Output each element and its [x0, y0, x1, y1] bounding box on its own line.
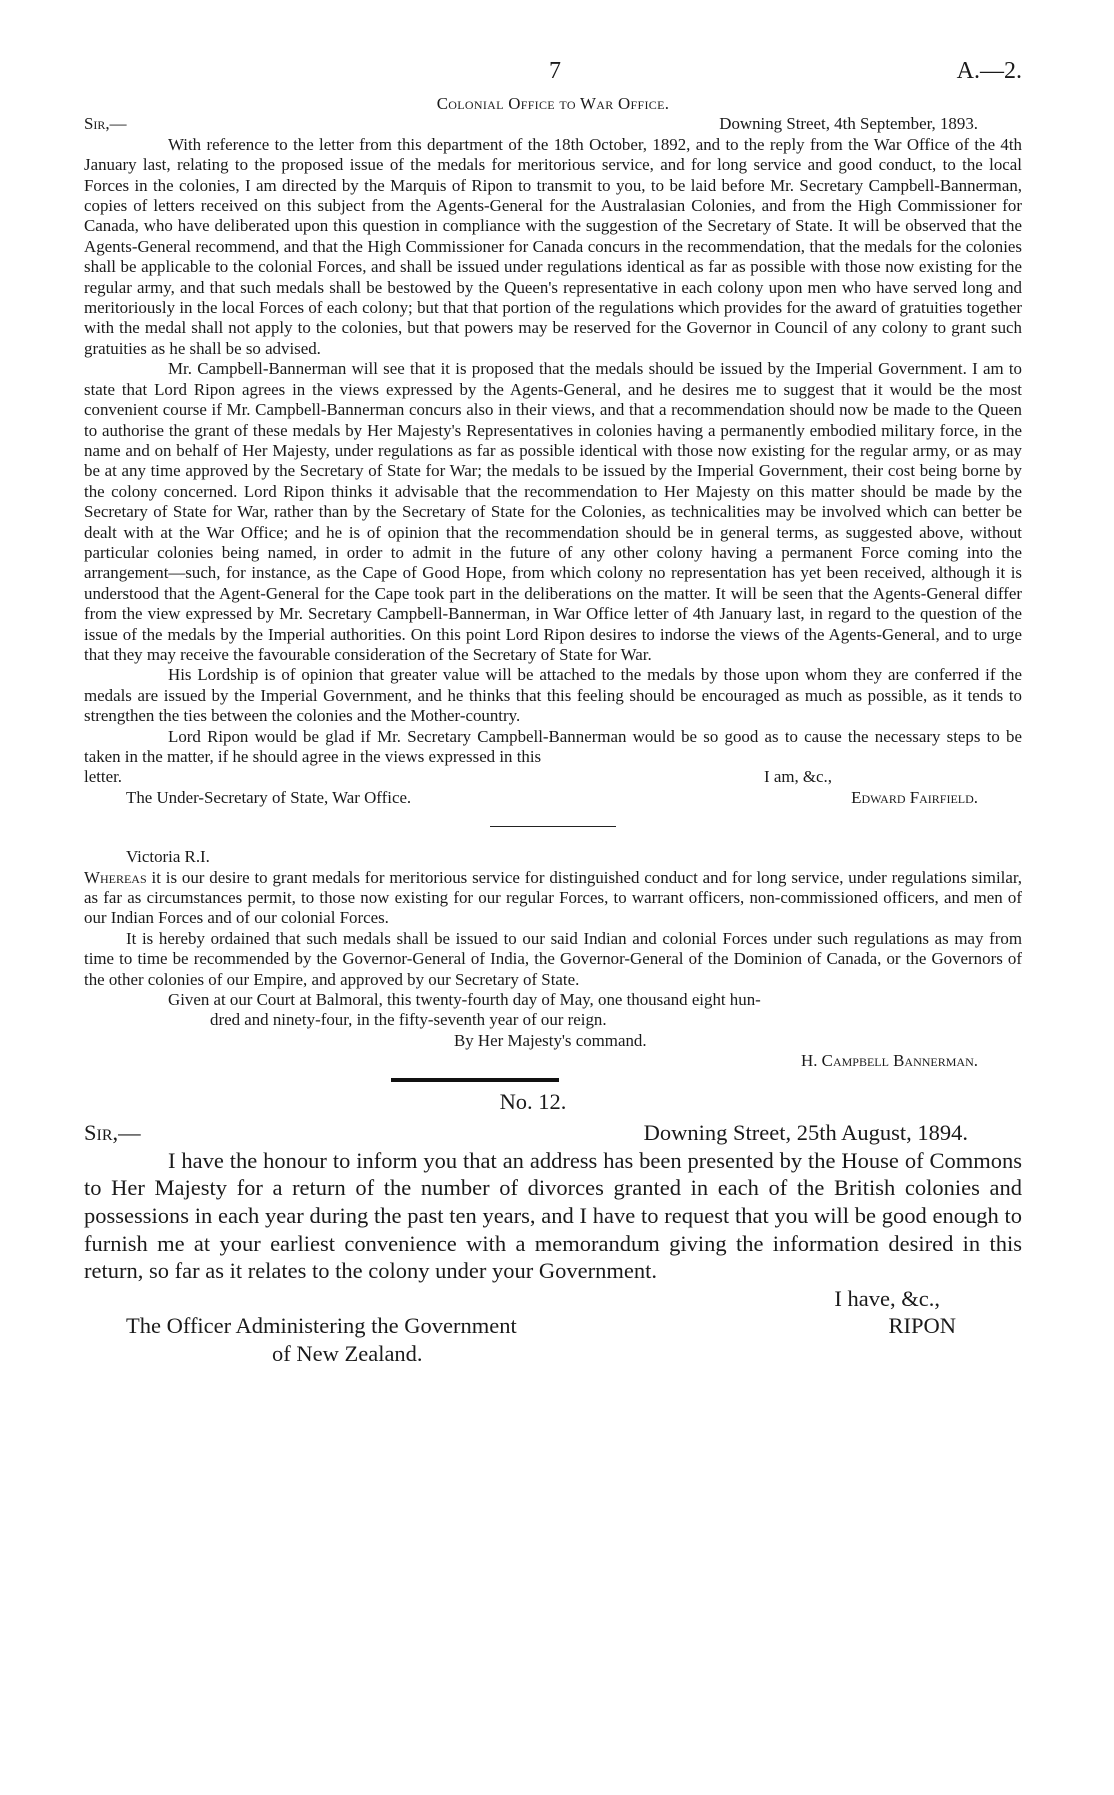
- paragraph: With reference to the letter from this department of the 18th October, 1892, and to the reply from the War Office of the 4th January last, relating to the proposed issue of the medals for meritorious service, and for long service and good conduct, to the local Forces in the colonies, I am directed by the Marquis of Ripon to transmit to you, to be laid before Mr. Secretary Campbell-Bannerman, copies of letters received on this subject from the Agents-General for the Australasian Colonies, and from the High Commissioner for Canada, who have deliberated upon this question in compliance with the suggestion of the Secretary of State. It will be observed that the Agents-General recommend, and that the High Commissioner for Canada concurs in the recommendation, that the medals for the colonies shall be applicable to the colonial Forces, and shall be issued under regulations identical as far as possible with those now existing for the regular army, and that such medals shall be bestowed by the Queen's representative in each colony upon men who have served long and meritoriously in the local Forces of each colony; but that that portion of the regulations which provides for the award of gratuities together with the medal shall not apply to the colonies, but that powers may be reserved for the Governor in Council of any colony to grant such gratuities as he shall be so advised.: [84, 134, 1022, 358]
- signature: H. Campbell Bannerman.: [801, 1051, 978, 1071]
- paragraph: I have the honour to inform you that an address has been presented by the House of Commons to Her Majesty for a return of the number of divorces granted in each of the British colonies and possessions in each year during the past ten years, and I have to request that you will be good enough to furnish me at your earliest convenience with a memorandum giving the information desired in this return, so far as it relates to the colony under your Government.: [84, 1147, 1022, 1284]
- letter-colonial-office-to-war-office: [84, 94, 1022, 808]
- signature: RIPON: [888, 1313, 956, 1339]
- salutation: Sir,—: [84, 1120, 141, 1146]
- warrant-heading: Victoria R.I.: [126, 847, 210, 867]
- divider: [490, 826, 616, 827]
- page-header: [84, 48, 1022, 94]
- closing: I have, &c.,: [834, 1285, 940, 1311]
- closing: I am, &c.,: [763, 767, 832, 787]
- addressee: The Officer Administering the Government: [126, 1313, 517, 1339]
- given-line: dred and ninety-four, in the fifty-seventh year of our reign.: [210, 1010, 607, 1030]
- letter-no-12: [84, 1088, 1022, 1368]
- document-page: [84, 48, 1022, 1368]
- salutation: Sir,—: [84, 114, 127, 134]
- command-line: By Her Majesty's command.: [454, 1030, 647, 1050]
- addressee: The Under-Secretary of State, War Office.: [126, 787, 412, 807]
- paragraph: It is hereby ordained that such medals shall be issued to our said Indian and colonial Forces under such regulations as may from time to time be recommended by the Governor-General of India, the Governor-General of the Dominion of Canada, or the Governors of the other colonies of our Empire, and approved by our Secretary of State.: [84, 928, 1022, 989]
- document-reference: A.—2.: [956, 58, 1022, 84]
- place-date: Downing Street, 25th August, 1894.: [643, 1120, 968, 1146]
- letter-number: No. 12.: [499, 1088, 567, 1114]
- last-word: letter.: [84, 767, 122, 787]
- paragraph: Mr. Campbell-Bannerman will see that it is proposed that the medals should be issued by the Imperial Government. I am to state that Lord Ripon agrees in the views expressed by the Agents-General, and he desires me to suggest that it would be the most convenient course if Mr. Campbell-Bannerman concurs also in their views, and that a recommendation should now be made to the Queen to authorise the grant of these medals by Her Majesty's Representatives in colonies having a permanently embodied military force, in the name and on behalf of Her Majesty, under regulations as far as possible identical with those now existing for the regular army, or as may be at any time approved by the Secretary of State for War; the medals to be issued by the Imperial Government, their cost being borne by the colony concerned. Lord Ripon thinks it advisable that the recommendation to Her Majesty on this matter should be made by the Secretary of State for War, rather than by the Secretary of State for the Colonies, as technicalities may be involved which can better be dealt with at the War Office; and he is of opinion that the recommendation should be in general terms, as suggested above, without particular colonies being named, in order to admit in the future of any other colony having a permanent Force coming into the arrangement—such, for instance, as the Cape of Good Hope, from which colony no representation has yet been received, although it is understood that the Agent-General for the Cape took part in the deliberations on the matter. It will be seen that the Agents-General differ from the view expressed by Mr. Secretary Campbell-Bannerman, in War Office letter of 4th January last, in regard to the question of the issue of the medals by the Imperial authorities. On this point Lord Ripon desires to indorse the views of the Agents-General, and to urge that they may receive the favourable consideration of the Secretary of State for War.: [84, 359, 1022, 664]
- place-date: Downing Street, 4th September, 1893.: [719, 114, 978, 134]
- page-number: 7: [549, 58, 561, 84]
- paragraph: Whereas it is our desire to grant medals for meritorious service for distinguished conduct and for long service, under regulations similar, as far as circumstances permit, to those now existing for our regular Forces, to warrant officers, non-commissioned officers, and men of our Indian Forces and of our colonial Forces.: [84, 867, 1022, 928]
- letter-body: [84, 135, 1022, 768]
- addressee: of New Zealand.: [272, 1341, 423, 1367]
- thick-divider: [391, 1078, 559, 1082]
- whereas-word: Whereas: [84, 867, 147, 887]
- royal-warrant: [84, 847, 1022, 1071]
- paragraph: His Lordship is of opinion that greater value will be attached to the medals by those upon whom they are conferred if the medals are issued by the Imperial Government, and he thinks that this feeling should be encouraged as much as possible, as it tends to strengthen the ties between the colonies and the Mother-country.: [84, 665, 1022, 726]
- paragraph: Lord Ripon would be glad if Mr. Secretary Campbell-Bannerman would be so good as to cause the necessary steps to be taken in the matter, if he should agree in the views expressed in this: [84, 726, 1022, 766]
- letter-title: Colonial Office to War Office.: [436, 94, 670, 113]
- given-line: Given at our Court at Balmoral, this twenty-fourth day of May, one thousand eight hun-: [168, 990, 761, 1010]
- signature: Edward Fairfield.: [851, 787, 978, 807]
